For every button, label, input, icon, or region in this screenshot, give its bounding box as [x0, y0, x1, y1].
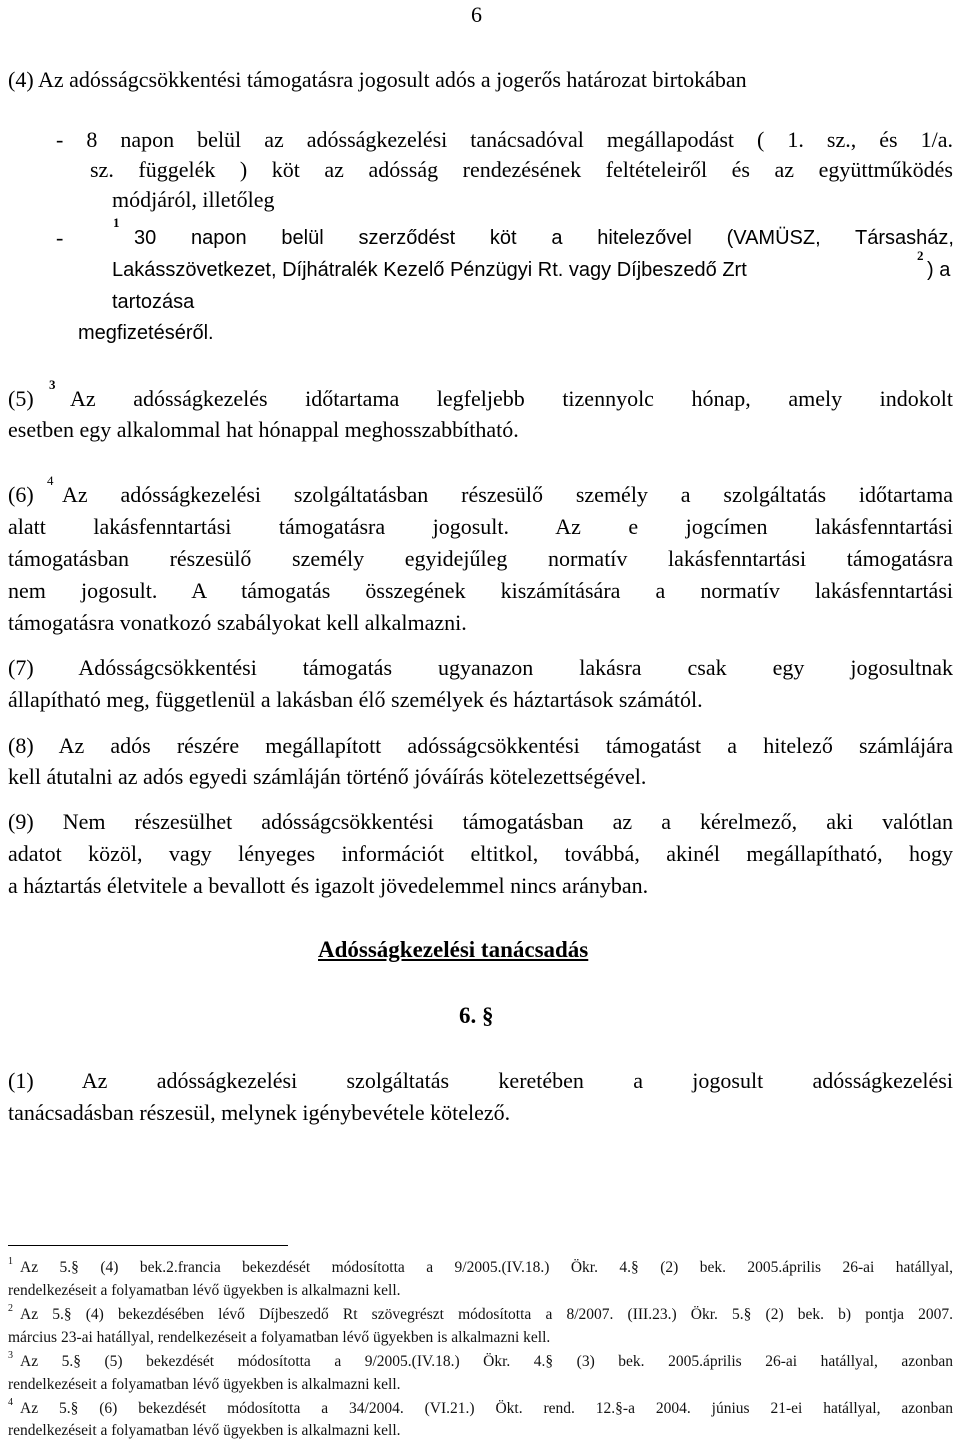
p8-line2: kell átutalni az adós egyedi számláján történő jóváírás kötelezettségével.: [8, 764, 647, 789]
p4-item2-line3: tartozása: [112, 291, 195, 313]
footnote-separator: [8, 1245, 288, 1246]
p4-item1-line3: módjáról, illetőleg: [112, 187, 275, 212]
p6-line3: támogatásban részesülő személy egyidejűleg normatív lakásfenntartási támogatásra: [8, 546, 953, 571]
p9-line3: a háztartás életvitele a bevallott és igazolt jövedelemmel nincs arányban.: [8, 873, 649, 898]
p6-label: (6): [8, 482, 34, 507]
footnote-3-num: 3: [8, 1350, 13, 1361]
p4-item1-line1: - 8 napon belül az adósságkezelési tanácsadóval megállapodást ( 1. sz., és 1/a.: [56, 127, 953, 152]
footnote-4-line2: rendelkezéseit a folyamatban lévő ügyekben is alkalmazni kell.: [8, 1422, 401, 1439]
footnote-3-line1: Az 5.§ (5) bekezdését módosította a 9/2005.(IV.18.) Ökr. 4.§ (3) bek. 2005.április 26-ai hatállyal, azonban: [20, 1353, 953, 1370]
footnote-ref-3: 3: [49, 377, 56, 392]
p9-line2: adatot közöl, vagy lényeges információt eltitkol, továbbá, akinél megállapítható, hogy: [8, 841, 953, 866]
section-number: 6. §: [459, 1003, 494, 1028]
page-number: 6: [471, 2, 482, 27]
p6-line5: támogatásra vonatkozó szabályokat kell alkalmazni.: [8, 610, 467, 635]
section-heading: Adósságkezelési tanácsadás: [318, 937, 589, 962]
footnote-1-line1: Az 5.§ (4) bek.2.francia bekezdését módosította a 9/2005.(IV.18.) Ökr. 4.§ (2) bek. 2005.április 26-ai hatállyal,: [20, 1259, 953, 1276]
paragraph-4-intro: (4) Az adósságcsökkentési támogatásra jogosult adós a jogerős határozat birtokában: [8, 67, 747, 92]
footnote-ref-4: 4: [47, 473, 54, 488]
p4-item2-line4: megfizetéséről.: [78, 322, 214, 344]
p6-line4: nem jogosult. A támogatás összegének kiszámítására a normatív lakásfenntartási: [8, 578, 953, 603]
footnote-ref-2: 2: [917, 248, 924, 263]
p7-line2: állapítható meg, függetlenül a lakásban élő személyek és háztartások számától.: [8, 687, 703, 712]
p7-line1: (7) Adósságcsökkentési támogatás ugyanazon lakásra csak egy jogosultnak: [8, 655, 953, 680]
footnote-1-line2: rendelkezéseit a folyamatban lévő ügyekben is alkalmazni kell.: [8, 1282, 401, 1299]
footnote-1-num: 1: [8, 1256, 13, 1267]
s6p1-line2: tanácsadásban részesül, melynek igénybevétele kötelező.: [8, 1100, 511, 1125]
footnote-3-line2: rendelkezéseit a folyamatban lévő ügyekben is alkalmazni kell.: [8, 1376, 401, 1393]
footnote-ref-1: 1: [113, 215, 120, 230]
footnote-2-line1: Az 5.§ (4) bekezdésében lévő Díjbeszedő Rt szövegrészt módosította a 8/2007. (III.23.) Ökr. 5.§ (2) bek. b) pontja 2007.: [20, 1306, 953, 1323]
p9-line1: (9) Nem részesülhet adósságcsökkentési támogatásban az a kérelmező, aki valótlan: [8, 809, 953, 834]
s6p1-line1: (1) Az adósságkezelési szolgáltatás keretében a jogosult adósságkezelési: [8, 1068, 953, 1093]
p8-line1: (8) Az adós részére megállapított adósságcsökkentési támogatást a hitelező számlájára: [8, 733, 953, 758]
p4-item2-dash: -: [56, 225, 64, 250]
p5-line2: esetben egy alkalommal hat hónappal meghosszabbítható.: [8, 417, 519, 442]
footnote-4-num: 4: [8, 1397, 13, 1408]
p4-item2-line2a: Lakásszövetkezet, Díjhátralék Kezelő Pénzügyi Rt. vagy Díjbeszedő Zrt: [112, 259, 747, 281]
footnote-2-line2: március 23-ai hatállyal, rendelkezéseit a folyamatban lévő ügyekben is alkalmazni kell.: [8, 1329, 551, 1346]
p6-line2: alatt lakásfenntartási támogatásra jogosult. Az e jogcímen lakásfenntartási: [8, 514, 953, 539]
p5-label: (5): [8, 386, 34, 411]
p6-line1: Az adósságkezelési szolgáltatásban részesülő személy a szolgáltatás időtartama: [62, 482, 953, 507]
p4-item2-line2b: ) a: [927, 259, 951, 281]
footnote-2-num: 2: [8, 1303, 13, 1314]
p5-line1: Az adósságkezelés időtartama legfeljebb tizennyolc hónap, amely indokolt: [70, 386, 953, 411]
p4-item1-line2: sz. függelék ) köt az adósság rendezésének feltételeiről és az együttműködés: [90, 157, 953, 182]
p4-item2-line1: 30 napon belül szerződést köt a hitelezővel (VAMÜSZ, Társasház,: [134, 227, 954, 249]
footnote-4-line1: Az 5.§ (6) bekezdését módosította a 34/2004. (VI.21.) Ökt. rend. 12.§-a 2004. június 21-ei hatállyal, azonban: [20, 1400, 953, 1417]
